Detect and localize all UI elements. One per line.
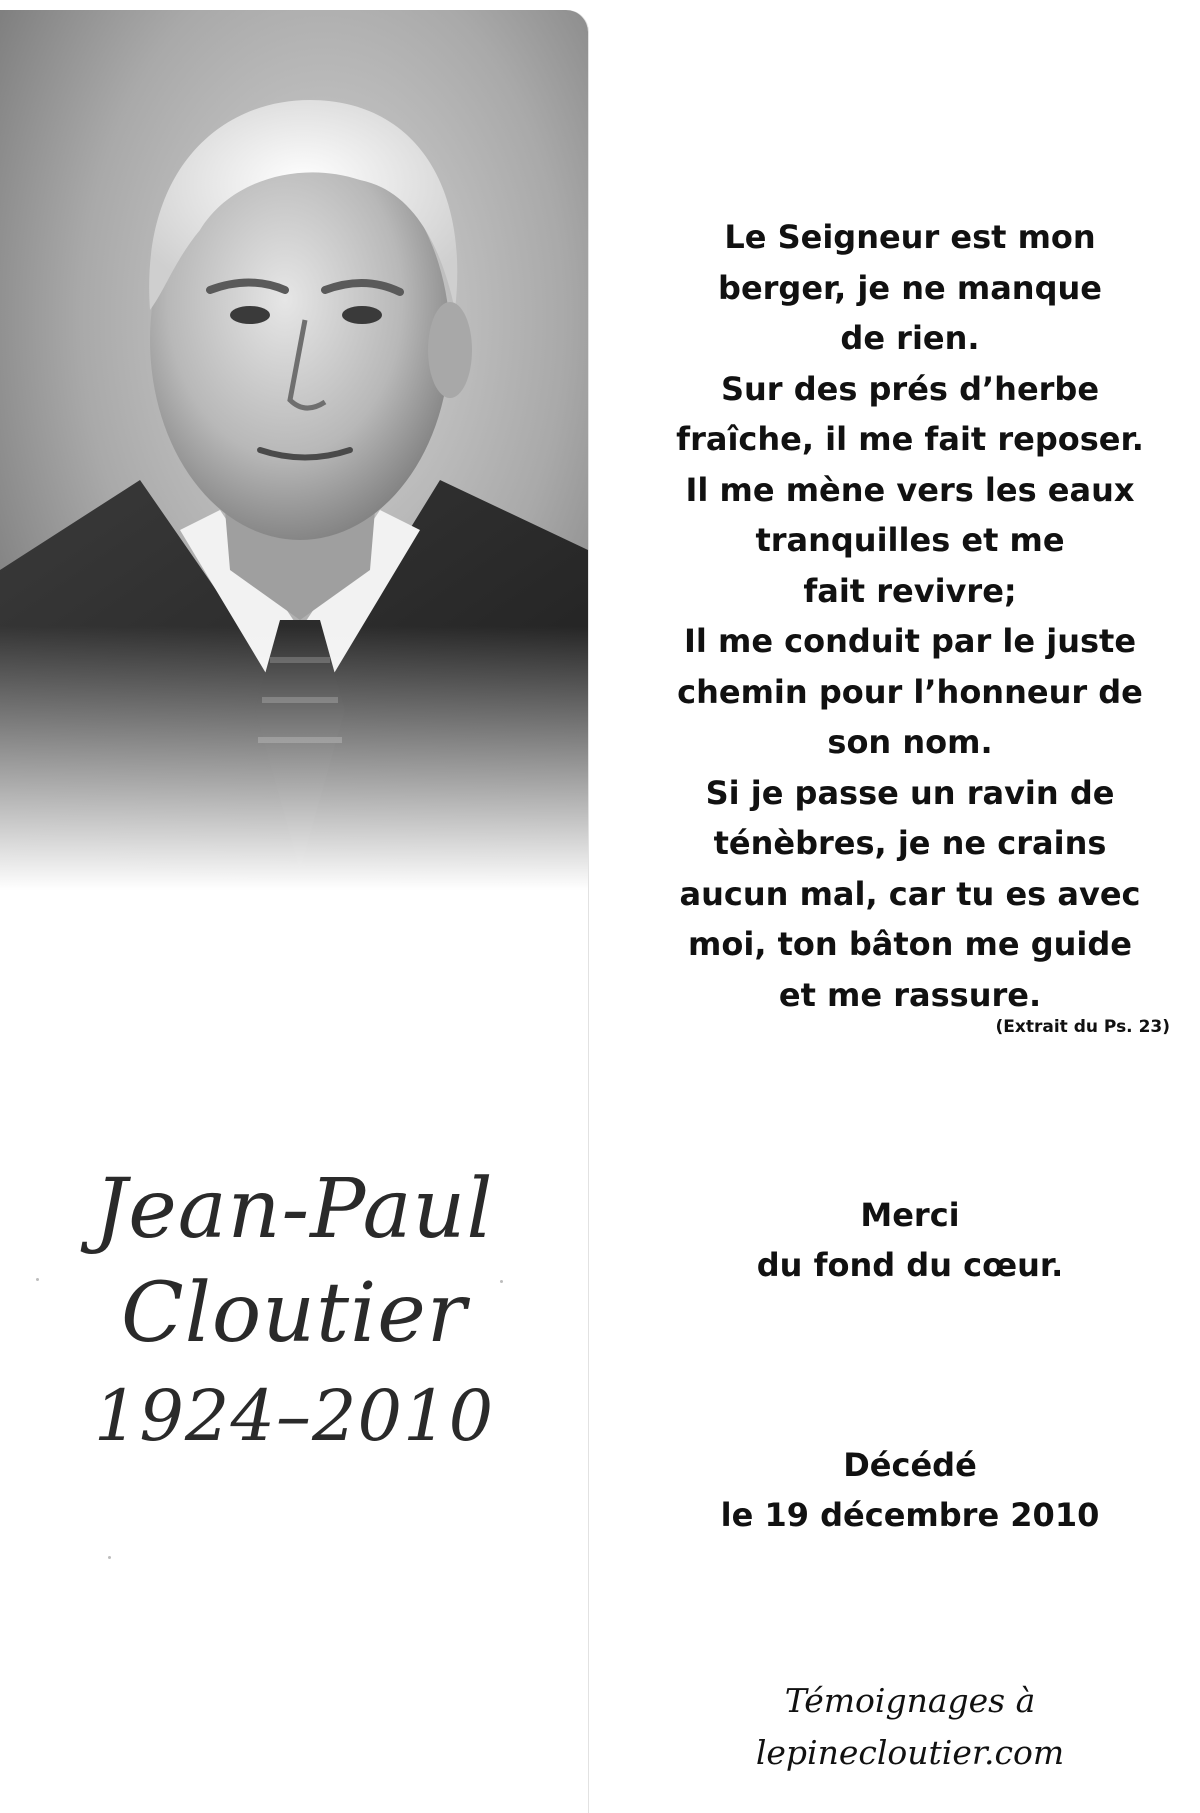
- tributes-website: lepinecloutier.com: [755, 1733, 1065, 1772]
- psalm-line: Si je passe un ravin de: [705, 773, 1115, 812]
- psalm-line: et me rassure.: [778, 975, 1042, 1014]
- memorial-card-left-panel: [0, 10, 588, 1813]
- portrait-illustration: [0, 10, 588, 890]
- last-name: Cloutier: [120, 1266, 468, 1361]
- decorative-speck: [108, 1556, 111, 1559]
- portrait-photo: [0, 10, 588, 890]
- psalm-line: chemin pour l’honneur de: [677, 672, 1143, 711]
- life-years: 1924–2010: [93, 1375, 495, 1457]
- deceased-label: Décédé: [843, 1446, 977, 1484]
- death-date: le 19 décembre 2010: [720, 1496, 1100, 1534]
- psalm-line: ténèbres, je ne crains: [713, 824, 1107, 862]
- psalm-line: fraîche, il me fait reposer.: [676, 420, 1144, 458]
- first-name: Jean-Paul: [94, 1162, 494, 1257]
- psalm-line: Le Seigneur est mon: [724, 218, 1096, 256]
- tributes-label: Témoignages à: [784, 1681, 1036, 1720]
- tributes-block: [650, 1675, 1170, 1779]
- psalm-line: berger, je ne manque: [718, 268, 1102, 307]
- psalm-line: Il me conduit par le juste: [683, 622, 1137, 660]
- psalm-text: [650, 212, 1170, 1020]
- psalm-line: Il me mène vers les eaux: [685, 470, 1135, 509]
- thanks-line-2: du fond du cœur.: [756, 1246, 1064, 1284]
- psalm-line: moi, ton bâton me guide: [688, 925, 1132, 963]
- thanks-message: [650, 1190, 1170, 1290]
- deceased-name-block: [0, 1158, 588, 1462]
- decorative-speck: [500, 1280, 503, 1283]
- psalm-citation: (Extrait du Ps. 23): [995, 1017, 1170, 1037]
- psalm-line: son nom.: [827, 723, 993, 761]
- psalm-line: tranquilles et me: [755, 521, 1065, 559]
- thanks-line-1: Merci: [860, 1196, 960, 1234]
- decorative-speck: [36, 1278, 39, 1281]
- psalm-line: fait revivre;: [803, 571, 1017, 610]
- psalm-line: Sur des prés d’herbe: [720, 369, 1100, 408]
- death-date-block: [650, 1440, 1170, 1540]
- psalm-line: aucun mal, car tu es avec: [679, 874, 1141, 913]
- psalm-line: de rien.: [840, 319, 980, 357]
